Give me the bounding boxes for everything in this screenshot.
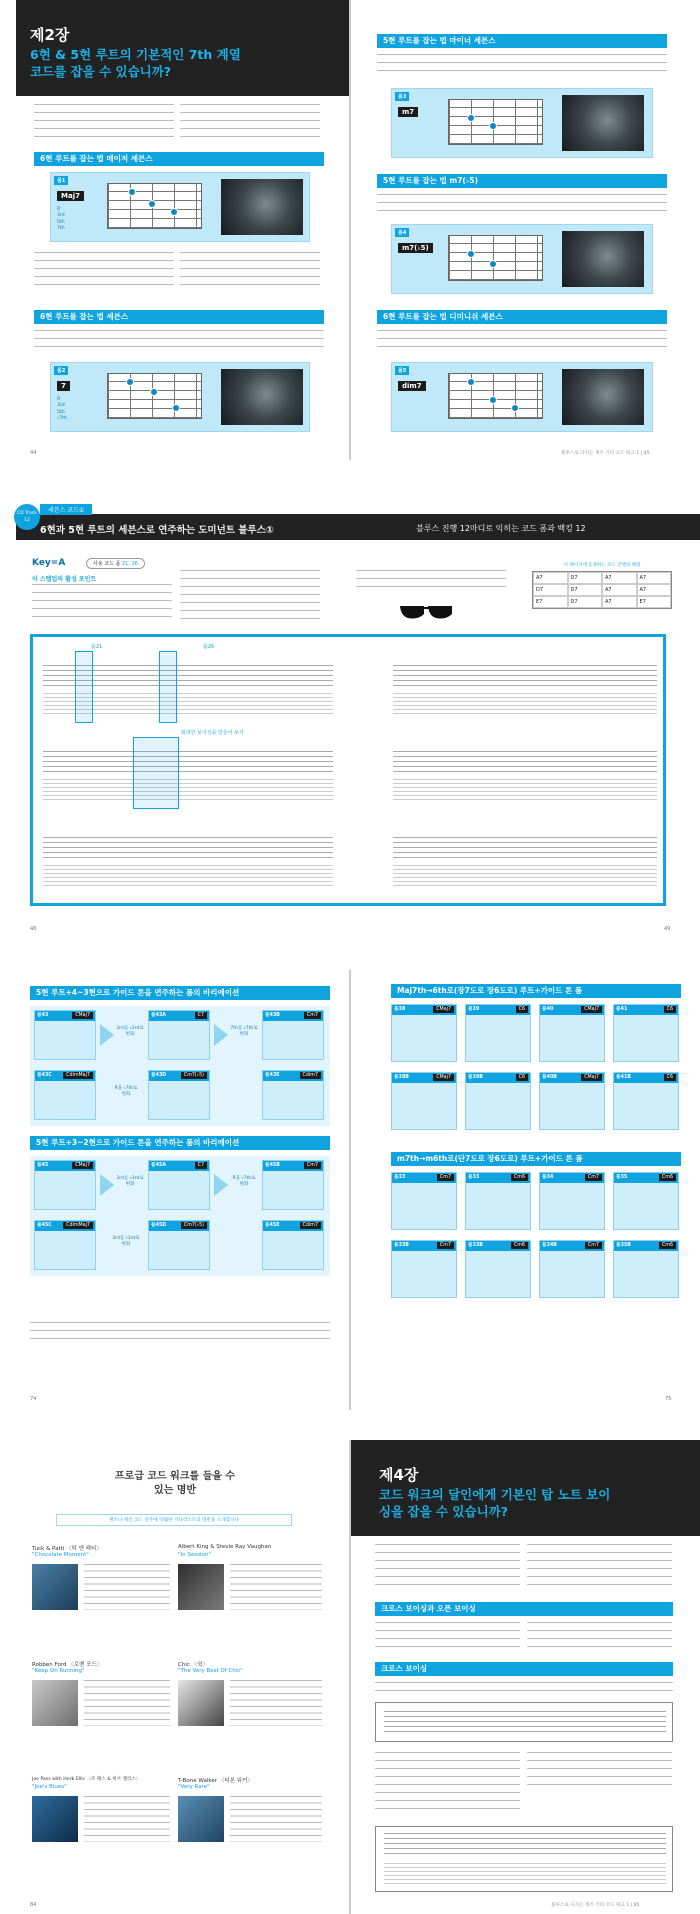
fretboard-diagram — [107, 373, 202, 419]
chapter-title: 6현 & 5현 루트의 기본적인 7th 계열 코드를 잡을 수 있습니까? — [30, 47, 241, 79]
highlight-box — [133, 737, 179, 809]
chord-name: Cm7 — [585, 1242, 602, 1249]
body-text-block — [180, 252, 320, 292]
page-right-75 — [351, 970, 700, 1410]
section-maj7: 6현 루트를 잡는 법 메이저 세븐스 — [34, 152, 324, 166]
album-card — [178, 1776, 328, 1886]
lesson-header-bar — [16, 507, 700, 540]
intro-text — [34, 104, 174, 140]
album-description — [230, 1796, 322, 1842]
section-maj7-6th: Maj7th→6th로(장7도로 장6도로) 루트+가이드 톤 폼 — [391, 984, 681, 998]
form-tag: 폼33B — [394, 1243, 409, 1248]
grid-cell: A7 — [602, 596, 637, 608]
chapter-number: 제2장 — [30, 26, 70, 44]
chord-name: Cm7 — [304, 1012, 321, 1019]
sunglasses-icon — [398, 604, 454, 620]
legend-note: 이 페이지에 등장하는 코드 진행의 해법 — [563, 563, 641, 568]
finger-dot — [489, 396, 497, 404]
chord-cell — [539, 1072, 605, 1130]
albums-heading — [110, 1470, 240, 1498]
spread-chapter2 — [0, 0, 700, 460]
album-cover — [178, 1564, 224, 1610]
fretboard-diagram — [107, 183, 202, 229]
page-number: 75 — [665, 1396, 672, 1402]
point-label: 이 스텝업의 활성 포인트 — [32, 576, 97, 583]
tab-line — [43, 779, 333, 801]
spread-guide-tones — [0, 970, 700, 1410]
chord-cell — [34, 1220, 96, 1270]
finger-dot — [150, 388, 158, 396]
form-grid-2 — [391, 1172, 681, 1302]
section-m7: 5현 루트를 잡는 법 마이너 세븐스 — [377, 34, 667, 48]
hand-photo — [562, 369, 644, 425]
finger-dot — [467, 378, 475, 386]
form-tag: 폼33B — [468, 1243, 483, 1248]
chord-name: Cm6 — [659, 1242, 676, 1249]
grid-cell: D7 — [568, 584, 603, 596]
form-tag: 폼39B — [468, 1075, 483, 1080]
chord-name: m7 — [398, 107, 418, 117]
form-tag: 폼33 — [468, 1175, 480, 1180]
form-tag: 폼45B — [265, 1163, 280, 1168]
form-tag: 폼34 — [542, 1175, 554, 1180]
progression-grid — [532, 571, 672, 609]
use-forms-box — [86, 558, 145, 569]
chord-name: CMaj7 — [581, 1006, 602, 1013]
form-tag: 폼39 — [468, 1007, 480, 1012]
album-artist: Chic 〈쉭〉 — [178, 1662, 208, 1668]
chord-panel-m7 — [391, 88, 653, 158]
form-tag: 폼1 — [54, 176, 68, 185]
chord-name: C6 — [516, 1006, 528, 1013]
annotation: 폼26 — [203, 644, 215, 650]
body-text-block — [377, 194, 667, 216]
staff-line — [384, 1711, 666, 1733]
chord-name: Cm7 — [437, 1242, 454, 1249]
fretboard-diagram — [448, 235, 543, 281]
chord-cell — [262, 1010, 324, 1060]
staff-line — [43, 837, 333, 859]
body-text-block — [375, 1752, 520, 1816]
finger-dot — [170, 208, 178, 216]
cd-track-badge — [14, 504, 40, 530]
running-head: 블루스로 다지는 재즈 기타 코드 워크 1 | 45 — [561, 451, 650, 456]
grid-cell: A7 — [637, 584, 672, 596]
chord-cell — [262, 1220, 324, 1270]
arrow-label: R을 ♭7th로 변화 — [232, 1176, 256, 1187]
chord-name: Cm7 — [585, 1174, 602, 1181]
chapter-header — [351, 1440, 700, 1536]
chord-cell — [539, 1004, 605, 1062]
album-title: "In Session" — [178, 1552, 211, 1558]
chord-cell — [262, 1070, 324, 1120]
grid-cell: D7 — [568, 572, 603, 584]
chord-panel-m7b5 — [391, 224, 653, 294]
highlight-box — [75, 651, 93, 723]
arrow-icon — [100, 1024, 114, 1046]
chord-cell — [539, 1172, 605, 1230]
chord-cell — [391, 1240, 457, 1298]
chord-name: CdimMaj7 — [63, 1072, 93, 1079]
lesson-kicker: 세븐스 코드① — [40, 504, 92, 515]
music-example-1 — [375, 1702, 673, 1742]
chord-name: Cm7(♭5) — [181, 1072, 207, 1079]
album-title: "The Very Best Of Chic" — [178, 1668, 243, 1674]
form-tag: 폼2 — [54, 366, 68, 375]
chord-cell — [34, 1010, 96, 1060]
form-tag: 폼43D — [151, 1073, 167, 1078]
chord-cell — [465, 1072, 531, 1130]
grid-cell: A7 — [602, 572, 637, 584]
form-tag: 폼43E — [265, 1073, 280, 1078]
chord-name: Cm6 — [511, 1174, 528, 1181]
finger-dot — [467, 114, 475, 122]
album-card — [32, 1776, 172, 1886]
chord-name: dim7 — [398, 381, 426, 391]
section-voicing: 크로스 보이싱과 오픈 보이싱 — [375, 1602, 673, 1616]
form-tag: 폼45E — [265, 1223, 280, 1228]
tone-list: R 3rd 5th 7th — [57, 207, 65, 231]
chord-name: C7 — [195, 1012, 207, 1019]
staff-line — [393, 837, 657, 859]
highlight-box — [159, 651, 177, 723]
album-artist: Robben Ford 〈로벤 포드〉 — [32, 1662, 103, 1668]
form-tag: 폼43A — [151, 1013, 167, 1018]
arrow-label: 3rd를 ♭3rd로 변화 — [116, 1176, 144, 1187]
section-guide-tone-43: 5현 루트+4~3현으로 가이드 톤을 연주하는 폼의 바리에이션 — [30, 986, 330, 1000]
chord-panel-dim7 — [391, 362, 653, 432]
body-text-block — [527, 1622, 672, 1652]
chord-cell — [148, 1010, 210, 1060]
finger-dot — [128, 188, 136, 196]
form-tag: 폼41 — [616, 1007, 628, 1012]
chapter-number: 제4장 — [379, 1466, 419, 1484]
body-text-block — [375, 1544, 520, 1592]
grid-cell: D7 — [568, 596, 603, 608]
album-title: "Joe's Blues" — [32, 1784, 67, 1790]
chord-name: Cm7 — [304, 1162, 321, 1169]
chord-name: 7 — [57, 381, 70, 391]
section-7: 6현 루트를 잡는 법 세븐스 — [34, 310, 324, 324]
arrow-label: 7th를 ♭7th로 변화 — [230, 1026, 258, 1037]
section-guide-tone-45: 5현 루트+3~2현으로 가이드 톤을 연주하는 폼의 바리에이션 — [30, 1136, 330, 1150]
albums-intro: 재즈나 세션 코드 연주에 탁월한 기타리스트의 명반을 소개합니다 — [56, 1514, 292, 1526]
form-tag: 폼35B — [616, 1243, 631, 1248]
annotation: 폼21 — [91, 644, 103, 650]
form-tag: 폼45 — [37, 1163, 49, 1168]
chord-cell — [465, 1004, 531, 1062]
body-text-block — [375, 1682, 673, 1694]
intro-text-2 — [180, 104, 320, 140]
form-tag: 폼45D — [151, 1223, 167, 1228]
arrow-icon — [214, 1024, 228, 1046]
page-left-74 — [0, 970, 349, 1410]
chord-panel-7 — [50, 362, 310, 432]
chord-name: Cm7 — [437, 1174, 454, 1181]
album-description — [230, 1564, 322, 1610]
chord-name: Cdim7 — [300, 1072, 321, 1079]
section-dim7: 6현 루트를 잡는 법 디미니쉬 세븐스 — [377, 310, 667, 324]
form-tag: 폼43B — [265, 1013, 280, 1018]
chord-cell — [391, 1172, 457, 1230]
form-tag: 폼41B — [616, 1075, 631, 1080]
chord-cell — [148, 1070, 210, 1120]
chord-name: CMaj7 — [433, 1074, 454, 1081]
form-tag: 폼3 — [395, 92, 409, 101]
chord-cell — [613, 1072, 679, 1130]
album-description — [84, 1796, 170, 1842]
chord-name: Cdim7 — [300, 1222, 321, 1229]
tab-line — [43, 865, 333, 887]
page-left-84 — [0, 1440, 349, 1914]
album-artist: Joe Pass with Herb Ellis 〈조 패스 & 허브 엘리스〉 — [32, 1777, 141, 1782]
tone-list: R 3rd 5th ♭7th — [57, 397, 67, 421]
form-tag: 폼43C — [37, 1073, 52, 1078]
grid-cell: E7 — [637, 596, 672, 608]
chord-name: CdimMaj7 — [63, 1222, 93, 1229]
chord-cell — [613, 1004, 679, 1062]
chord-cell — [465, 1240, 531, 1298]
form-tag: 폼40 — [542, 1007, 554, 1012]
body-text-block — [356, 570, 506, 592]
body-text-block — [375, 1622, 520, 1652]
staff-line — [393, 751, 657, 773]
album-card — [32, 1544, 172, 1654]
finger-dot — [489, 260, 497, 268]
score-frame — [30, 634, 666, 906]
body-text-block — [527, 1752, 672, 1792]
page-left-44 — [0, 0, 349, 460]
grid-cell: E7 — [533, 596, 568, 608]
lesson-subtitle: 블루스 진행 12마디로 익히는 코드 폼과 백킹 12 — [416, 524, 586, 533]
album-card — [178, 1660, 328, 1770]
fretboard-diagram — [448, 99, 543, 145]
chapter-title: 코드 워크의 달인에게 기본인 탑 노트 보이싱을 잡을 수 있습니까? — [379, 1487, 611, 1519]
chord-cell — [34, 1070, 96, 1120]
chord-name: m7(♭5) — [398, 243, 433, 253]
chord-name: CMaj7 — [433, 1006, 454, 1013]
tab-line — [384, 1863, 666, 1885]
album-cover — [32, 1680, 78, 1726]
hand-photo — [221, 369, 303, 425]
form-tag: 폼35 — [616, 1175, 628, 1180]
chord-cell — [465, 1172, 531, 1230]
arrow-icon — [214, 1174, 228, 1196]
form-tag: 폼5 — [395, 366, 409, 375]
album-cover — [178, 1680, 224, 1726]
lesson-title: 6현과 5현 루트의 세븐스로 연주하는 도미넌트 블루스① — [40, 525, 274, 536]
chord-cell — [613, 1172, 679, 1230]
grid-cell: A7 — [637, 572, 672, 584]
album-artist: T-Bone Walker 〈티본 워커〉 — [178, 1778, 253, 1784]
body-text-block — [34, 252, 174, 292]
page-number: 44 — [30, 450, 37, 456]
finger-dot — [126, 378, 134, 386]
album-description — [84, 1564, 170, 1610]
body-text-block — [30, 1322, 330, 1344]
album-card — [32, 1660, 172, 1770]
use-forms-label: 사용 코드 폼 — [93, 561, 121, 567]
album-title: "Very Rare" — [178, 1784, 210, 1790]
running-head: 블루스로 다지는 재즈 기타 코드 워크 1 | 85 — [551, 1903, 640, 1908]
finger-dot — [511, 404, 519, 412]
use-forms-value: 21, 26 — [121, 561, 138, 567]
form-tag: 폼40B — [542, 1075, 557, 1080]
tab-line — [393, 779, 657, 801]
chord-name: C7 — [195, 1162, 207, 1169]
section-m7b5: 5현 루트를 잡는 법 m7(♭5) — [377, 174, 667, 188]
form-tag: 폼34B — [542, 1243, 557, 1248]
staff-line — [384, 1833, 666, 1855]
album-cover — [178, 1796, 224, 1842]
chord-name: CMaj7 — [72, 1162, 93, 1169]
arrow-icon — [100, 1174, 114, 1196]
chord-name: C6 — [664, 1006, 676, 1013]
section-close-voicing: 크로스 보이싱 — [375, 1662, 673, 1676]
album-cover — [32, 1796, 78, 1842]
chord-name: Cm6 — [511, 1242, 528, 1249]
finger-dot — [467, 250, 475, 258]
finger-dot — [172, 404, 180, 412]
hand-photo — [562, 95, 644, 151]
hand-photo — [562, 231, 644, 287]
form-tag: 폼45A — [151, 1163, 167, 1168]
chord-cell — [539, 1240, 605, 1298]
body-text-block — [180, 570, 320, 624]
finger-dot — [489, 122, 497, 130]
form-tag: 폼45C — [37, 1223, 52, 1228]
arrow-label: R을 ♭7th로 변화 — [114, 1086, 138, 1097]
chord-name: Maj7 — [57, 191, 84, 201]
chord-cell — [148, 1160, 210, 1210]
body-text-block — [527, 1544, 672, 1592]
page-number: 74 — [30, 1396, 37, 1402]
body-text-block — [377, 330, 667, 352]
grid-cell: A7 — [533, 572, 568, 584]
chord-cell — [613, 1240, 679, 1298]
chord-cell — [391, 1004, 457, 1062]
arrow-label: 3rd를 ♭3rd로 변화 — [116, 1026, 144, 1037]
hand-photo — [221, 179, 303, 235]
albums-heading-text: 프로급 코드 워크를 들을 수 있는 명반 — [114, 1471, 236, 1496]
album-artist: Tuck & Patti 〈턱 앤 패티〉 — [32, 1546, 102, 1552]
form-tag: 폼33 — [394, 1175, 406, 1180]
page-number: 84 — [30, 1902, 37, 1908]
tab-line — [393, 693, 657, 715]
form-tag: 폼38 — [394, 1007, 406, 1012]
album-artist: Albert King & Stevie Ray Vaughan — [178, 1544, 272, 1550]
chord-name: Cm6 — [659, 1174, 676, 1181]
cd-track-label: CD Track 12 — [17, 511, 37, 523]
staff-line — [393, 665, 657, 687]
spread-blues — [0, 470, 700, 940]
body-text-block — [377, 54, 667, 76]
page-number: 48 — [30, 926, 37, 932]
form-grid-1 — [391, 1004, 681, 1134]
body-text-block — [34, 330, 324, 352]
album-card — [178, 1544, 328, 1654]
finger-dot — [148, 200, 156, 208]
form-tag: 폼38B — [394, 1075, 409, 1080]
page-number: 49 — [664, 926, 671, 932]
chord-name: C6 — [664, 1074, 676, 1081]
music-example-2 — [375, 1826, 673, 1892]
grid-cell: A7 — [602, 584, 637, 596]
body-text-block — [32, 584, 172, 624]
chord-panel-maj7 — [50, 172, 310, 242]
page-right-45 — [351, 0, 700, 460]
variation-panel-1 — [30, 1006, 330, 1126]
chapter-header — [16, 0, 349, 96]
album-title: "Keep On Running" — [32, 1668, 85, 1674]
chord-name: CMaj7 — [581, 1074, 602, 1081]
chord-name: CMaj7 — [72, 1012, 93, 1019]
album-description — [230, 1680, 322, 1726]
page-right-85 — [351, 1440, 700, 1914]
staff-line — [43, 751, 333, 773]
chord-cell — [34, 1160, 96, 1210]
grid-cell: D7 — [533, 584, 568, 596]
tab-line — [393, 865, 657, 887]
annotation: 화려한 보이싱을 만들어 보자 — [181, 730, 244, 736]
key-label: Key=A — [32, 558, 66, 568]
chord-cell — [262, 1160, 324, 1210]
chord-cell — [148, 1220, 210, 1270]
arrow-label: 3rd를 ♭3rd로 변화 — [112, 1236, 140, 1247]
album-title: "Chocolate Moment" — [32, 1552, 89, 1558]
chord-name: C6 — [516, 1074, 528, 1081]
chord-name: Cm7(♭5) — [181, 1222, 207, 1229]
spread-albums-chapter4 — [0, 1440, 700, 1914]
album-cover — [32, 1564, 78, 1610]
section-m7-m6th: m7th→m6th로(단7도로 장6도로) 루트+가이드 톤 폼 — [391, 1152, 681, 1166]
variation-panel-2 — [30, 1156, 330, 1276]
album-description — [84, 1680, 170, 1726]
form-tag: 폼4 — [395, 228, 409, 237]
chord-cell — [391, 1072, 457, 1130]
fretboard-diagram — [448, 373, 543, 419]
form-tag: 폼43 — [37, 1013, 49, 1018]
progression-legend — [532, 562, 672, 624]
